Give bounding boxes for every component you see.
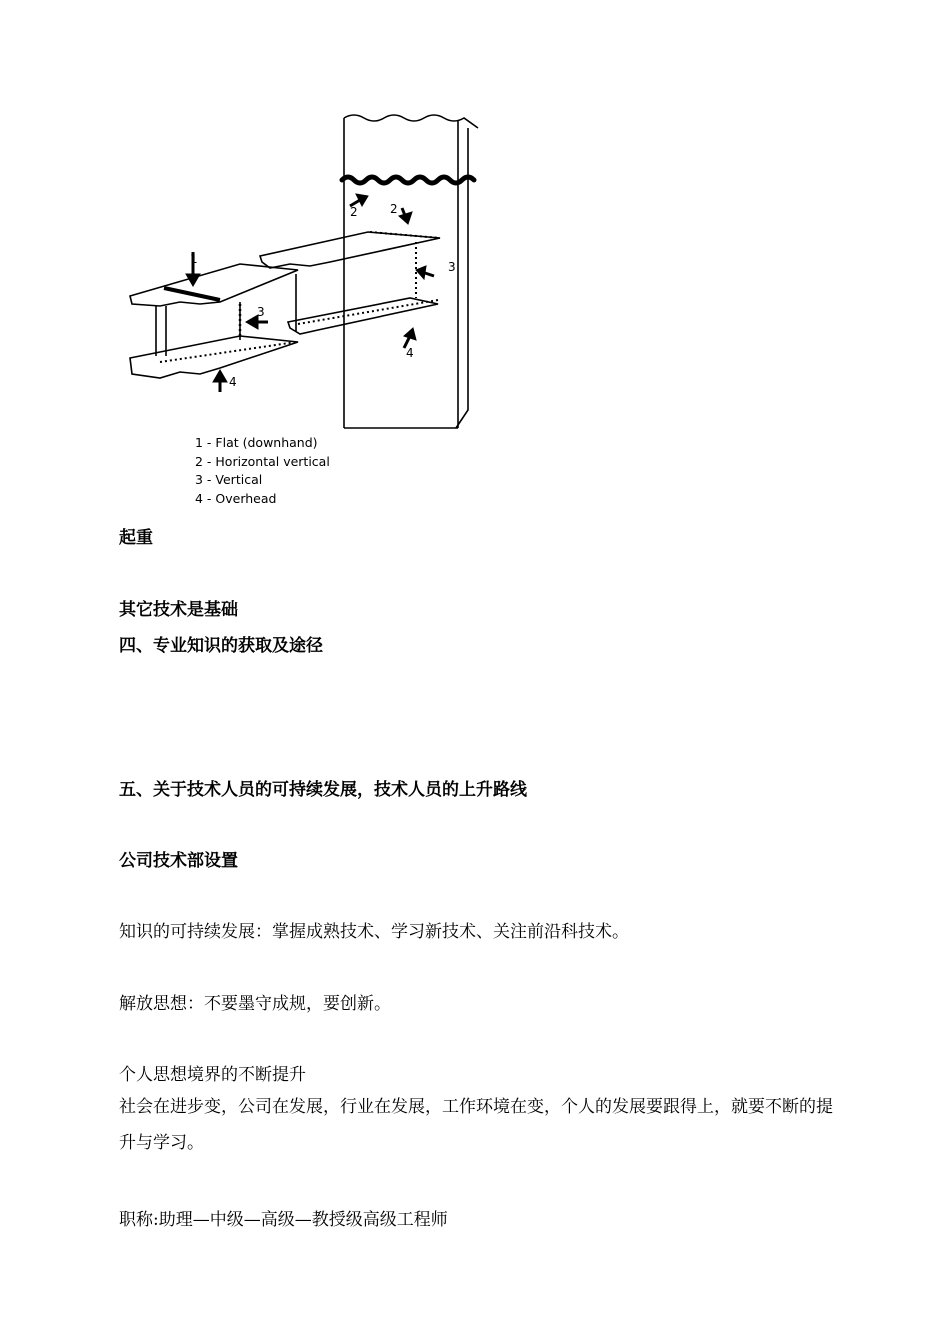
paragraph-knowledge: 知识的可持续发展：掌握成熟技术、学习新技术、关注前沿科技术。 bbox=[119, 922, 629, 942]
paragraph-job-titles: 职称:助理—中级—高级—教授级高级工程师 bbox=[119, 1210, 448, 1230]
legend-flat: 1 - Flat (downhand) bbox=[195, 435, 318, 450]
label-4a: 4 bbox=[406, 346, 414, 360]
paragraph-society-change: 社会在进步变，公司在发展，行业在发展，工作环境在变，个人的发展要跟得上，就要不断的提升与学习。 bbox=[119, 1097, 833, 1153]
label-2b: 2 bbox=[390, 202, 398, 216]
label-4b: 4 bbox=[229, 375, 237, 389]
section-four-title: 四、专业知识的获取及途径 bbox=[119, 636, 323, 656]
paragraph-personal-growth: 个人思想境界的不断提升 bbox=[119, 1065, 306, 1085]
label-2a: 2 bbox=[350, 205, 358, 219]
legend-overhead: 4 - Overhead bbox=[195, 491, 277, 506]
label-3a: 3 bbox=[448, 260, 456, 274]
label-3b: 3 bbox=[257, 305, 265, 319]
heading-tech-department: 公司技术部设置 bbox=[119, 851, 238, 871]
legend-vertical: 3 - Vertical bbox=[195, 472, 263, 487]
paragraph-free-thinking: 解放思想：不要墨守成规，要创新。 bbox=[119, 994, 391, 1014]
label-1: 1 bbox=[190, 252, 198, 266]
legend-horizontal-vertical: 2 - Horizontal vertical bbox=[195, 454, 330, 469]
heading-lifting: 起重 bbox=[119, 528, 153, 548]
section-five-title: 五、关于技术人员的可持续发展，技术人员的上升路线 bbox=[119, 780, 527, 800]
heading-other-tech: 其它技术是基础 bbox=[119, 600, 238, 620]
